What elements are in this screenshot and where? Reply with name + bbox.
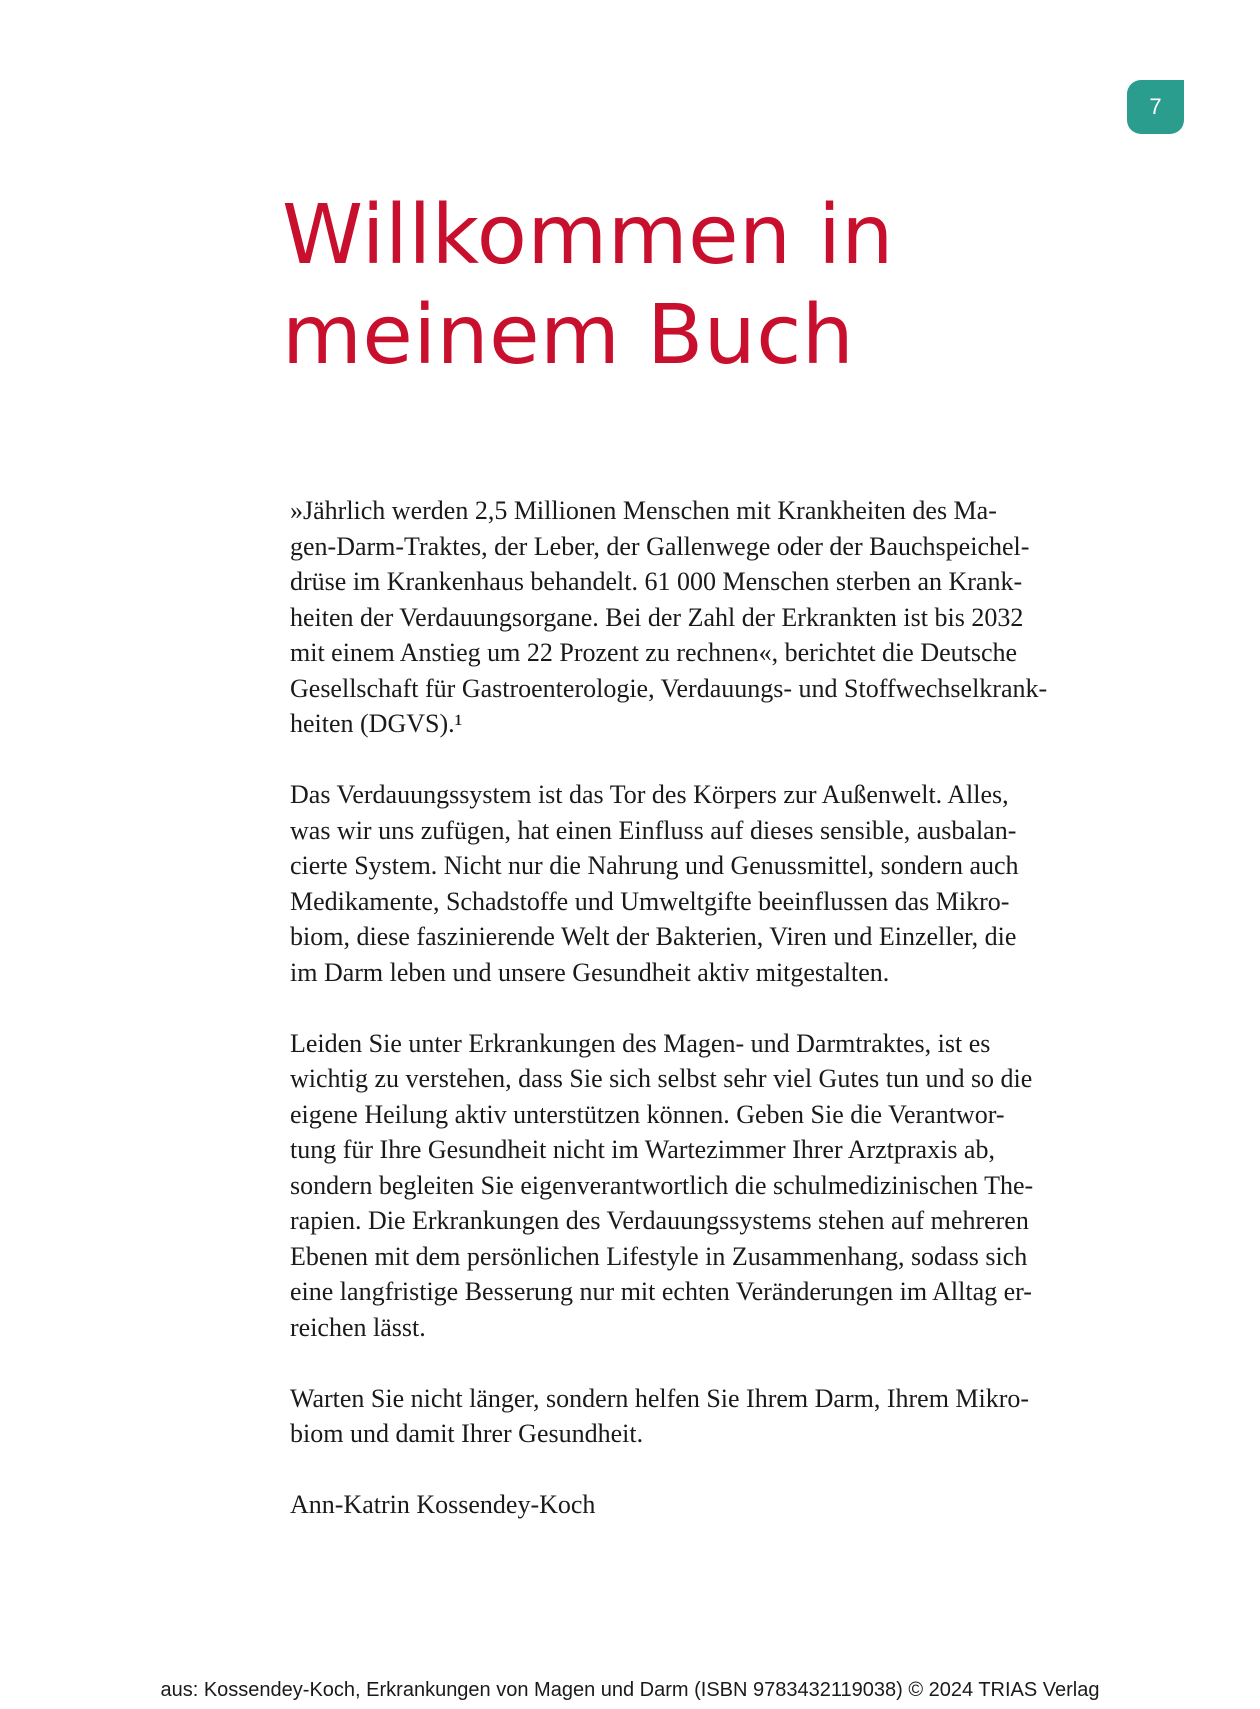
page-number-badge: 7	[1127, 80, 1184, 134]
text-line: heiten der Verdauungsorgane. Bei der Zahl der Erkrankten ist bis 2032	[290, 602, 1024, 632]
text-line: mit einem Anstieg um 22 Prozent zu rechnen«, berichtet die Deutsche	[290, 638, 1018, 667]
page-title	[282, 186, 894, 386]
text-line: »Jährlich werden 2,5 Millionen Menschen mit Krankheiten des Ma-	[290, 496, 997, 525]
paragraph-call-to-action	[290, 1381, 1110, 1452]
source-footer: aus: Kossendey-Koch, Erkrankungen von Magen und Darm (ISBN 9783432119038) © 2024 TRIAS Verlag	[160, 1679, 1100, 1701]
author-signature	[290, 1487, 1110, 1523]
text-line: Medikamente, Schadstoffe und Umweltgifte beeinflussen das Mikro-	[290, 886, 1010, 916]
text-line: Warten Sie nicht länger, sondern helfen Sie Ihrem Darm, Ihrem Mikro-	[290, 1383, 1030, 1413]
text-line: Das Verdauungssystem ist das Tor des Körpers zur Außenwelt. Alles,	[290, 780, 1009, 809]
text-line: reichen lässt.	[290, 1312, 426, 1342]
text-line: tung für Ihre Gesundheit nicht im Wartezimmer Ihrer Arztpraxis ab,	[290, 1135, 995, 1164]
paragraph-digestive-system	[290, 777, 1110, 990]
text-line: rapien. Die Erkrankungen des Verdauungssystems stehen auf mehreren	[290, 1206, 1029, 1235]
paragraph-responsibility	[290, 1026, 1110, 1346]
text-line: gen-Darm-Traktes, der Leber, der Gallenwege oder der Bauchspeichel-	[290, 531, 1030, 561]
text-line: Ebenen mit dem persönlichen Lifestyle in Zusammenhang, sodass sich	[290, 1241, 1028, 1271]
text-line: sondern begleiten Sie eigenverantwortlich die schulmedizinischen The-	[290, 1170, 1034, 1200]
text-line: cierte System. Nicht nur die Nahrung und Genussmittel, sondern auch	[290, 851, 1019, 880]
text-line: drüse im Krankenhaus behandelt. 61 000 Menschen sterben an Krank-	[290, 567, 1023, 596]
text-line: Gesellschaft für Gastroenterologie, Verdauungs- und Stoffwechselkrank-	[290, 673, 1048, 703]
text-line: heiten (DGVS).¹	[290, 709, 463, 738]
title-line-2: meinem Buch	[282, 288, 855, 383]
signature-line: Ann-Katrin Kossendey-Koch	[290, 1490, 596, 1519]
text-line: biom und damit Ihrer Gesundheit.	[290, 1419, 644, 1448]
title-line-1: Willkommen in	[282, 188, 894, 283]
text-line: biom, diese faszinierende Welt der Bakterien, Viren und Einzeller, die	[290, 922, 1017, 951]
text-line: eine langfristige Besserung nur mit echten Veränderungen im Alltag er-	[290, 1277, 1032, 1306]
text-line: im Darm leben und unsere Gesundheit aktiv mitgestalten.	[290, 957, 890, 987]
text-line: eigene Heilung aktiv unterstützen können. Geben Sie die Verantwor-	[290, 1099, 1005, 1129]
body-text	[290, 493, 1110, 1558]
text-line: was wir uns zufügen, hat einen Einfluss auf dieses sensible, ausbalan-	[290, 815, 1017, 845]
paragraph-statistics	[290, 493, 1110, 742]
text-line: wichtig zu verstehen, dass Sie sich selbst sehr viel Gutes tun und so die	[290, 1064, 1033, 1093]
text-line: Leiden Sie unter Erkrankungen des Magen- und Darmtraktes, ist es	[290, 1028, 991, 1058]
